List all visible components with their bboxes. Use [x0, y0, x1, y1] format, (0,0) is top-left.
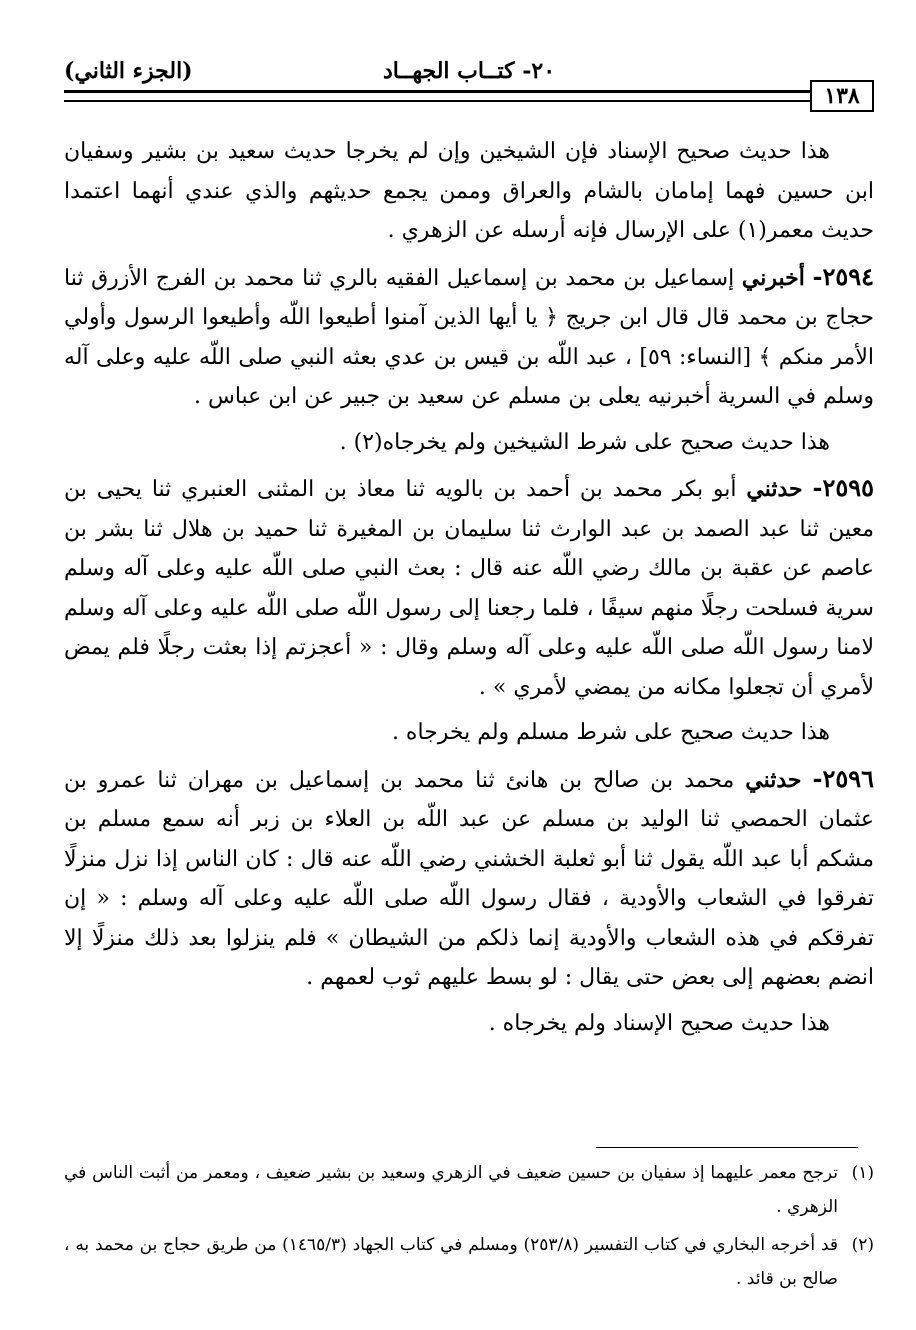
hadith-2596 — [64, 759, 874, 998]
hadith-verdict: هذا حديث صحيح على شرط مسلم ولم يخرجاه . — [391, 720, 830, 745]
hadith-verdict: هذا حديث صحيح الإسناد ولم يخرجاه . — [488, 1010, 830, 1036]
hadith-text: إسماعيل بن محمد بن إسماعيل الفقيه بالري ثنا محمد بن الفرج الأزرق ثنا حجاج بن محمد قال قال ابن جريج ﴿ يا أيها الذين آمنوا أطيعوا اللّه وأطيعوا الرسول وأولي الأمر منكم ﴾ [النساء: ٥٩] ، عبد اللّه بن قيس بن عدي بعثه النبي صلى اللّه عليه وعلى آله وسلم في السرية أخبرنيه يعلى بن مسلم عن سعيد بن جبير عن ابن عباس . — [64, 265, 874, 409]
header-rule-thick — [64, 90, 814, 93]
hadith-lead: حدثني — [746, 476, 803, 502]
hadith-number: ٢٥٩٤- — [812, 261, 874, 291]
volume-label: (الجزء الثاني) — [64, 58, 193, 84]
footnote-separator — [596, 1147, 858, 1148]
footnotes — [64, 1156, 874, 1300]
footnote-text: ترجح معمر عليهما إذ سفيان بن حسين ضعيف في الزهري وسعيد بن بشير ضعيف ، ومعمر من أثبت الناس في الزهري . — [64, 1163, 838, 1217]
hadith-lead: حدثني — [745, 766, 802, 793]
page-number: ١٣٨ — [810, 80, 874, 112]
hadith-lead: أخبرني — [741, 264, 805, 291]
paragraph-intro: هذا حديث صحيح الإسناد فإن الشيخين وإن لم يخرجا حديث سعيد بن بشير وسفيان ابن حسين فهما إمامان بالشام والعراق وممن يجمع حديثهم والذي عندي أنهما اعتمدا حديث معمر(١) على الإرسال فإنه أرسله عن الزهري . — [64, 139, 874, 243]
hadith-2595 — [64, 468, 874, 707]
running-title: ٢٠- كتــاب الجهــاد — [382, 58, 556, 84]
page-header — [64, 44, 874, 108]
hadith-verdict: هذا حديث صحيح على شرط الشيخين ولم يخرجاه(٢) . — [339, 429, 830, 455]
hadith-text: أبو بكر محمد بن أحمد بن بالويه ثنا معاذ بن المثنى العنبري ثنا يحيى بن معين ثنا عبد الصمد بن عبد الوارث ثنا سليمان بن المغيرة ثنا حميد بن هلال ثنا بشر بن عاصم عن عقبة بن مالك رضي اللّه عنه قال : بعث النبي صلى اللّه عليه وعلى آله وسلم سرية فسلحت رجلًا منهم سيفًا ، فلما رجعنا إلى رسول اللّه صلى اللّه عليه وعلى آله وسلم لامنا رسول اللّه صلى اللّه عليه وعلى آله وسلم وقال : « أعجزتم إذا بعثت رجلًا فلم يمض لأمري أن تجعلوا مكانه من يمضي لأمري » . — [64, 477, 874, 700]
footnote-2 — [64, 1228, 874, 1296]
footnote-mark: (١) — [851, 1163, 874, 1183]
footnote-1 — [64, 1156, 874, 1224]
footnote-text: قد أخرجه البخاري في كتاب التفسير (٢٥٣/٨) ومسلم في كتاب الجهاد (١٤٦٥/٣) من طريق حجاج بن محمد به ، صالح بن قائد . — [64, 1235, 839, 1289]
hadith-number: ٢٥٩٦- — [812, 763, 874, 793]
header-rule-thin — [64, 100, 814, 102]
hadith-text: محمد بن صالح بن هانئ ثنا محمد بن إسماعيل بن مهران ثنا عمرو بن عثمان الحمصي ثنا الوليد بن مسلم عن عبد اللّه بن العلاء بن زبر أنه سمع مسلم بن مشكم أبا عبد اللّه يقول ثنا أبو ثعلبة الخشني رضي اللّه عنه قال : كان الناس إذا نزل منزلًا تفرقوا في الشعاب والأودية ، فقال رسول اللّه صلى اللّه عليه وعلى آله وسلم : « إن تفرقكم في هذه الشعاب والأودية إنما ذلكم من الشيطان » فلم ينزلوا بعد ذلك منزلًا إلا انضم بعضهم إلى بعض حتى يقال : لو بسط عليهم ثوب لعمهم . — [64, 767, 874, 990]
hadith-2594 — [64, 257, 874, 417]
footnote-mark: (٢) — [851, 1235, 874, 1255]
hadith-number: ٢٥٩٥- — [812, 473, 874, 502]
main-text — [64, 132, 874, 1049]
